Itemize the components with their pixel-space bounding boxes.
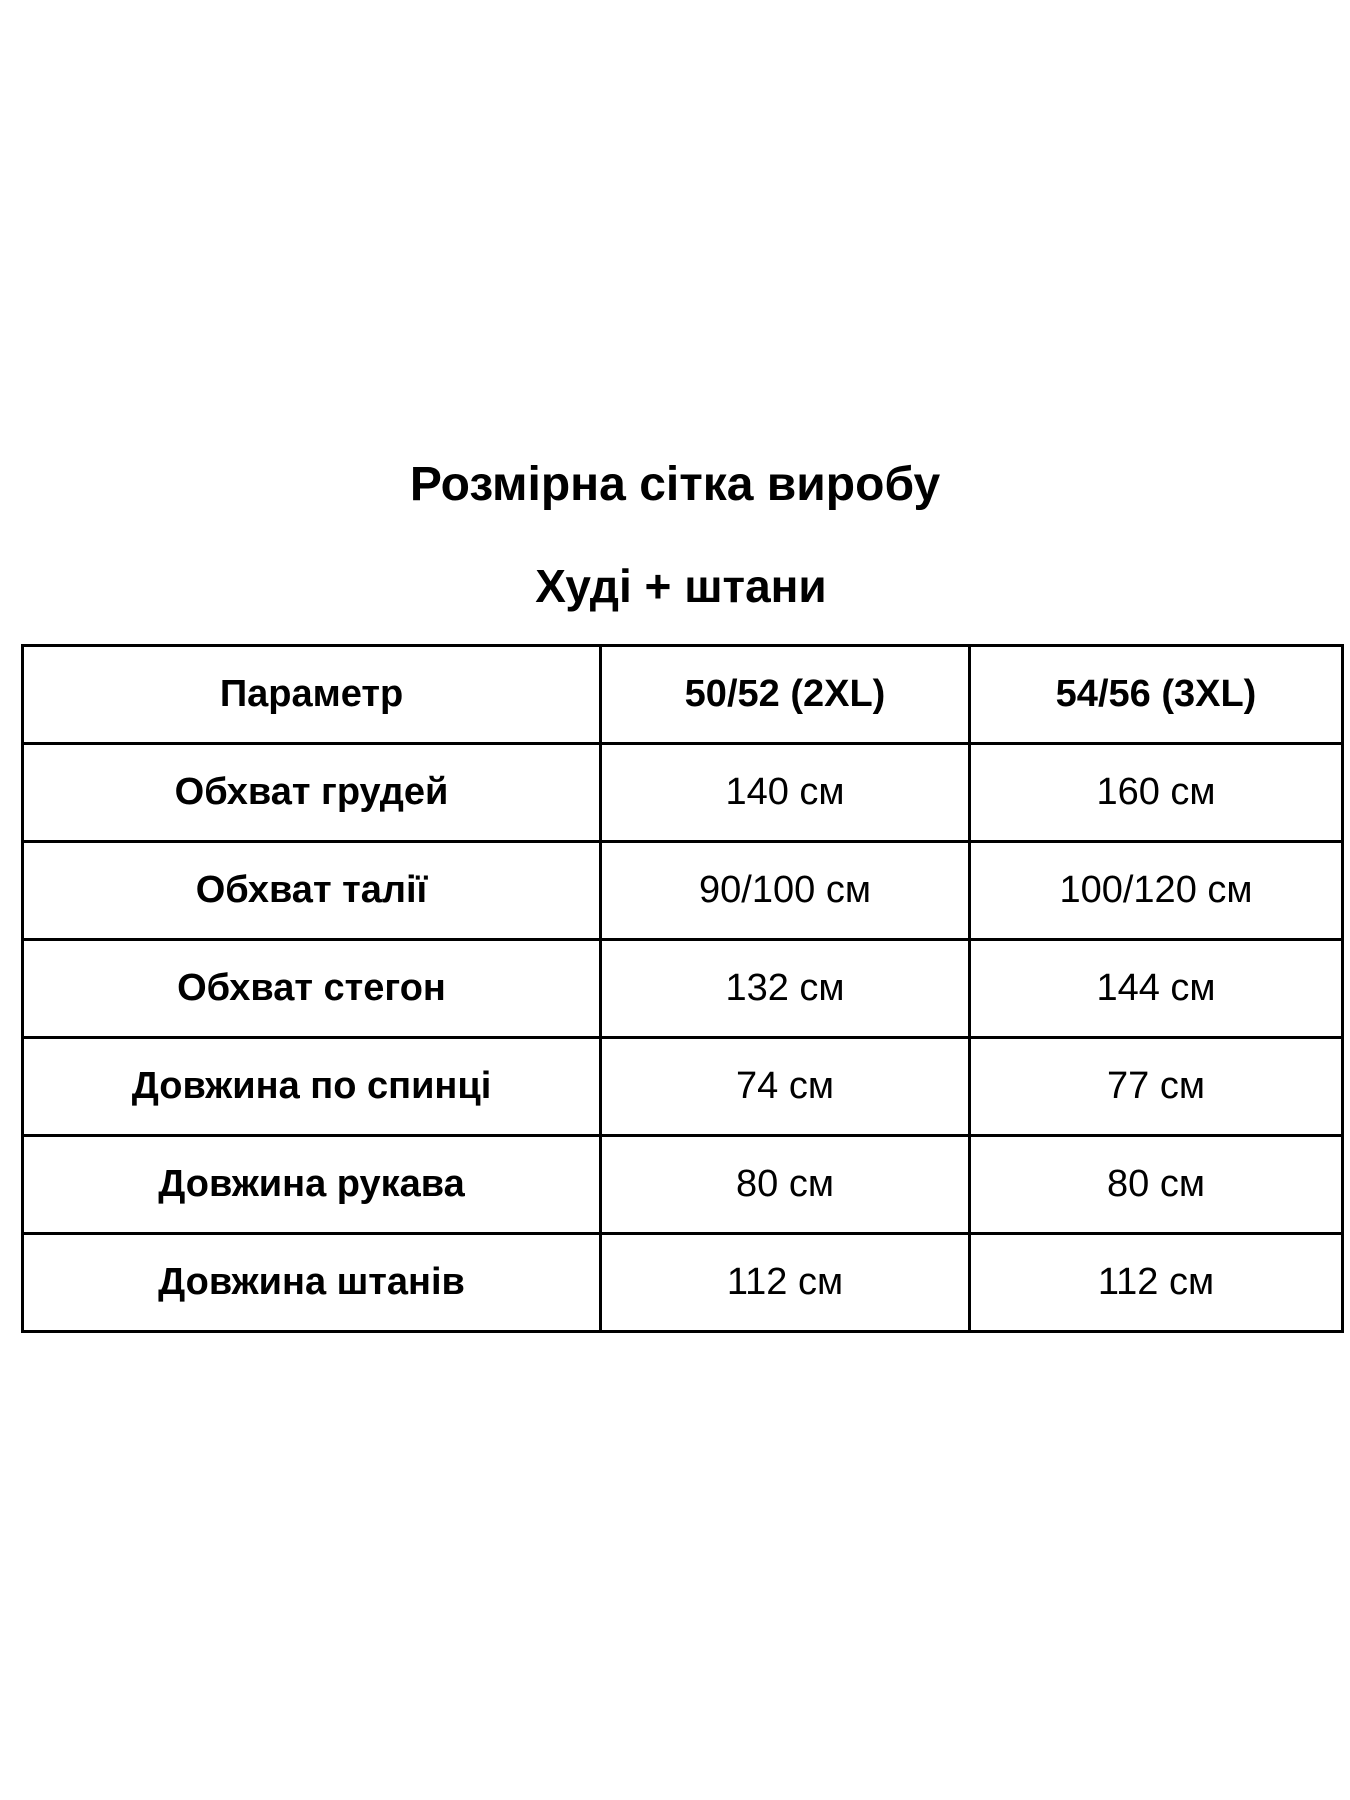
row-value-2xl: 80 см <box>601 1136 970 1234</box>
row-value-2xl: 90/100 см <box>601 842 970 940</box>
row-value-3xl: 77 см <box>970 1038 1343 1136</box>
row-parameter: Довжина штанів <box>23 1234 601 1332</box>
row-value-2xl: 132 см <box>601 940 970 1038</box>
row-value-3xl: 160 см <box>970 744 1343 842</box>
row-value-3xl: 144 см <box>970 940 1343 1038</box>
row-parameter: Обхват талії <box>23 842 601 940</box>
page-title: Розмірна сітка виробу <box>409 458 941 511</box>
table-row <box>23 1234 1343 1332</box>
size-chart-table <box>21 644 1344 1333</box>
table-row <box>23 1038 1343 1136</box>
header-parameter: Параметр <box>23 646 601 744</box>
row-parameter: Довжина рукава <box>23 1136 601 1234</box>
header-size-3xl: 54/56 (3XL) <box>970 646 1343 744</box>
table-row <box>23 744 1343 842</box>
row-parameter: Обхват грудей <box>23 744 601 842</box>
row-value-2xl: 112 см <box>601 1234 970 1332</box>
table-row <box>23 940 1343 1038</box>
row-value-2xl: 140 см <box>601 744 970 842</box>
table-row <box>23 1136 1343 1234</box>
row-parameter: Довжина по спинці <box>23 1038 601 1136</box>
table-row <box>23 842 1343 940</box>
row-value-2xl: 74 см <box>601 1038 970 1136</box>
row-parameter: Обхват стегон <box>23 940 601 1038</box>
page-subtitle: Худі + штани <box>535 560 827 612</box>
table-header-row <box>23 646 1343 744</box>
row-value-3xl: 100/120 см <box>970 842 1343 940</box>
row-value-3xl: 80 см <box>970 1136 1343 1234</box>
row-value-3xl: 112 см <box>970 1234 1343 1332</box>
header-size-2xl: 50/52 (2XL) <box>601 646 970 744</box>
